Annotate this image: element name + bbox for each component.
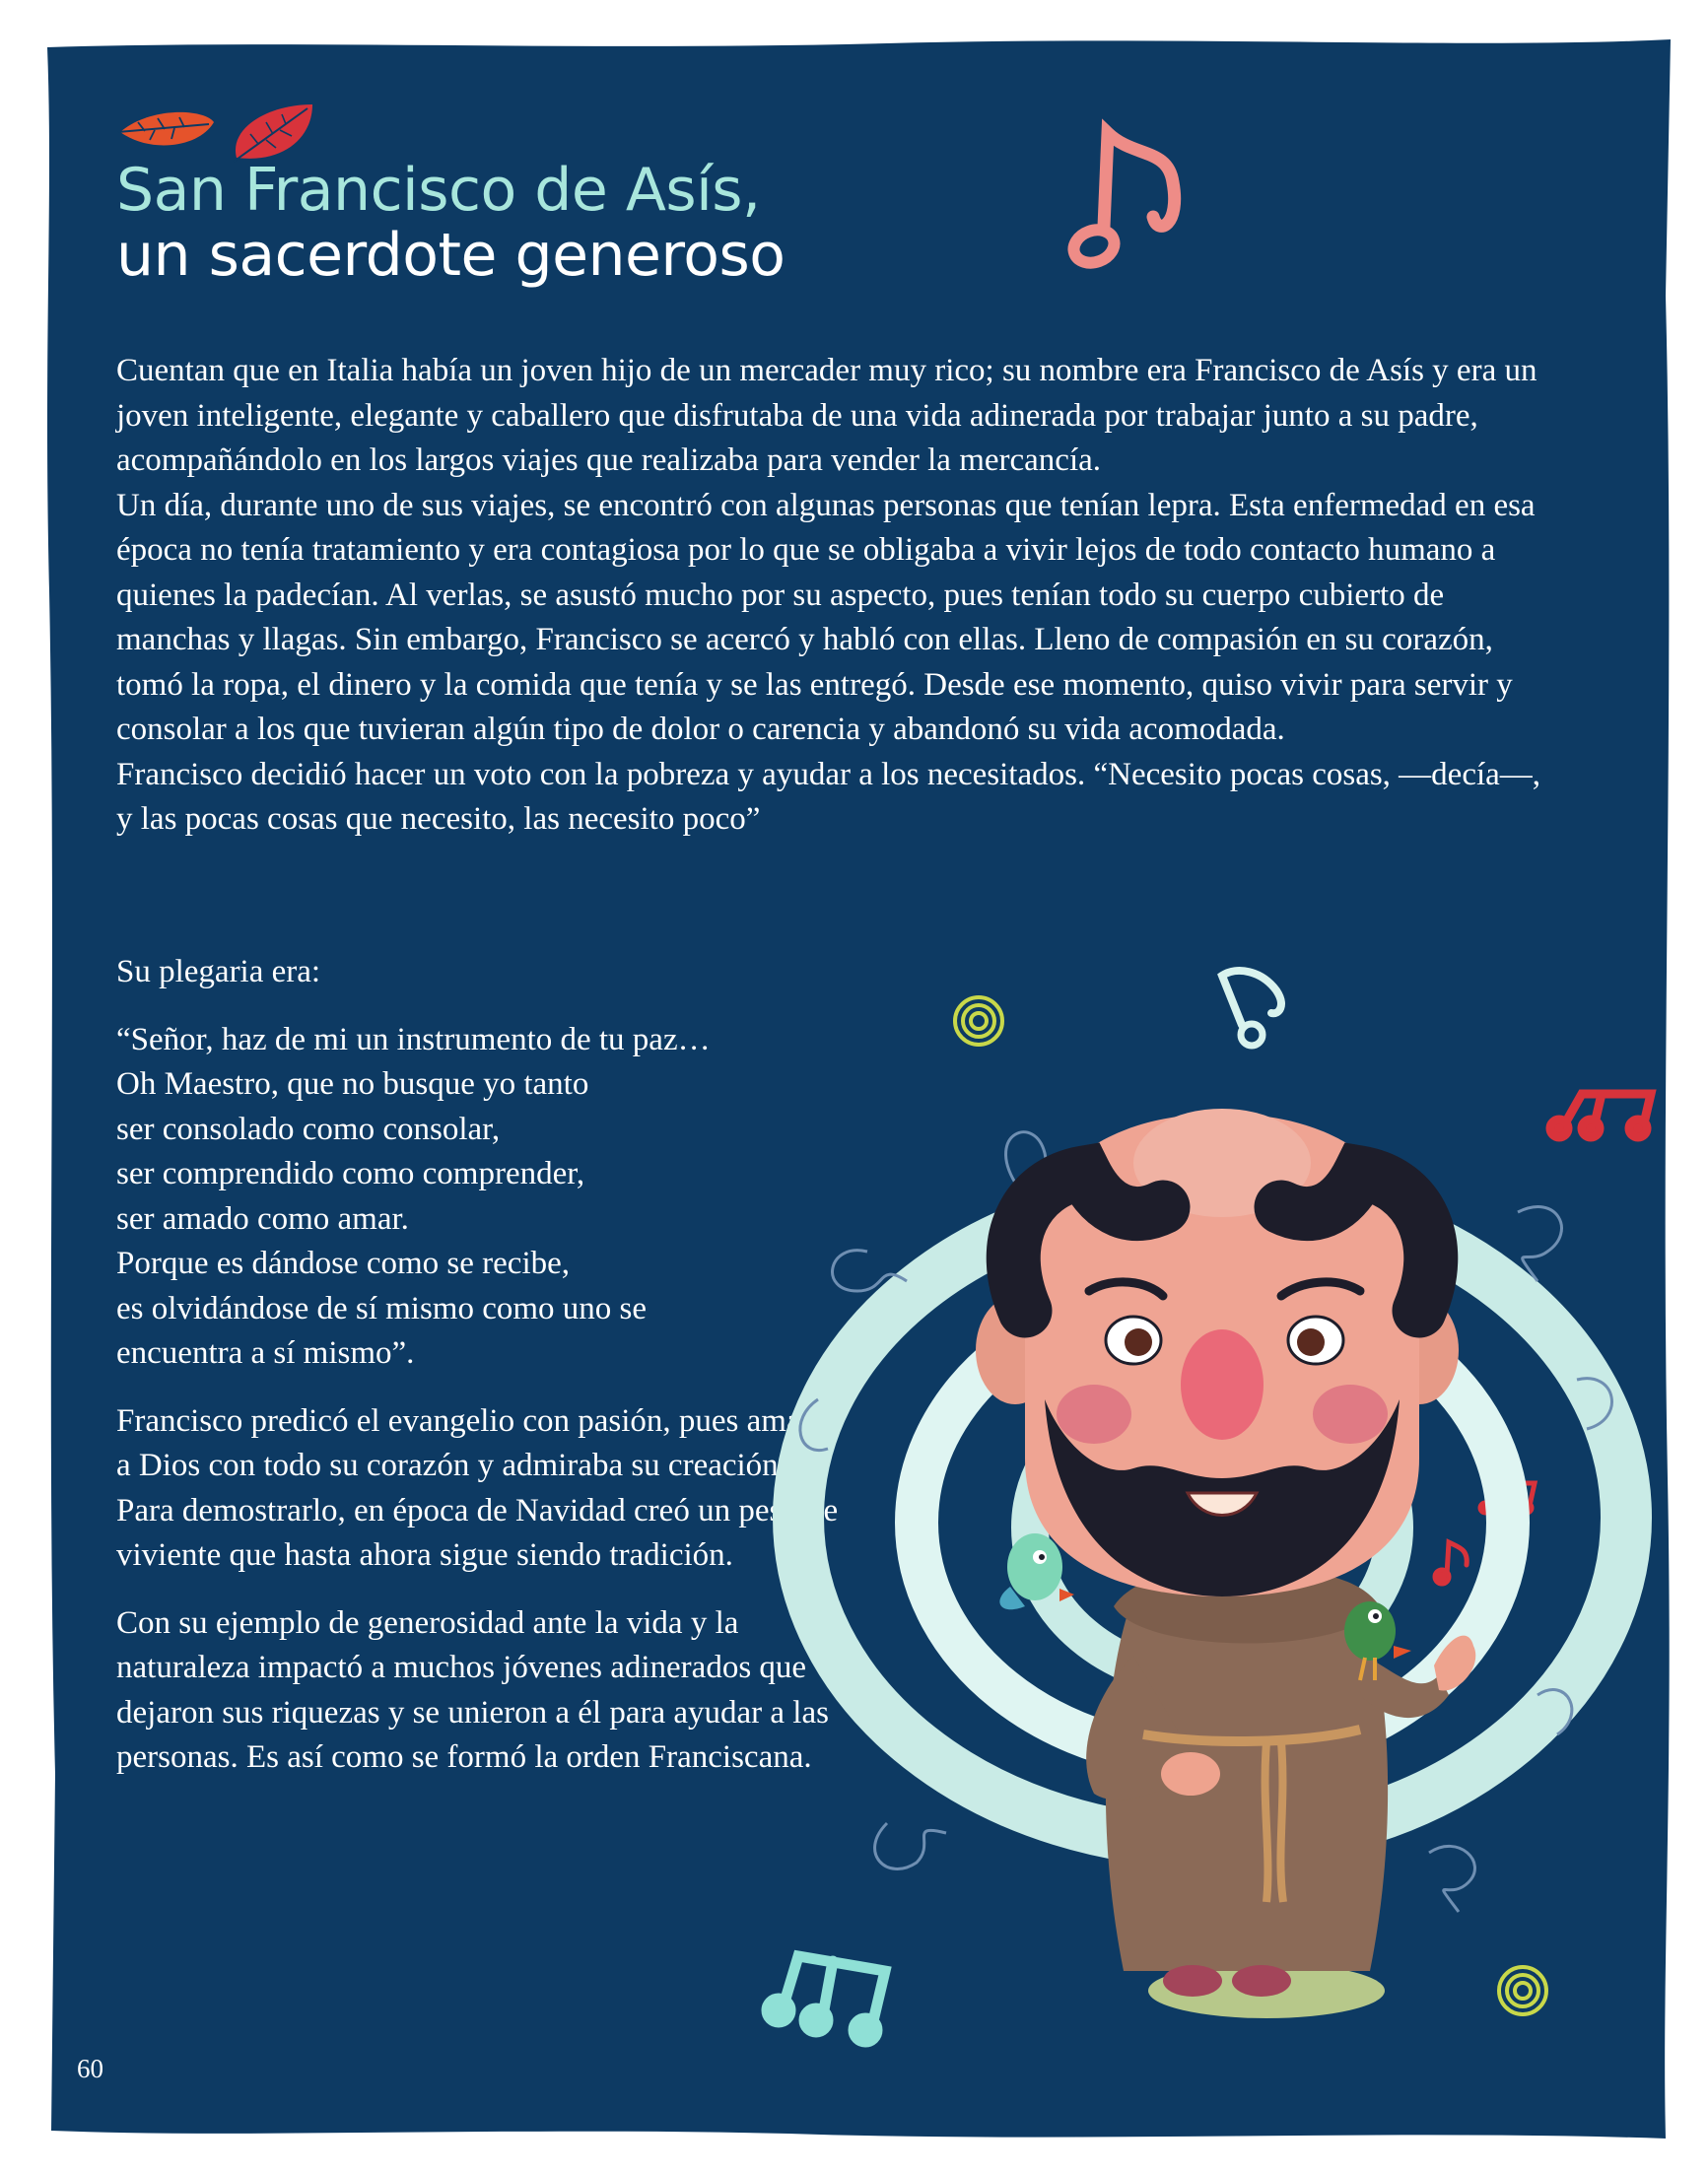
page-title [116,158,1003,288]
prayer-line: Porque es dándose como se recibe, [116,1246,571,1281]
page-number: 60 [77,2054,103,2083]
paragraph-vow: Francisco decidió hacer un voto con la pobreza y ayudar a los necesitados. “Necesito pocas cosas, —decía—, y las pocas cosas que necesito, las necesito poco” [116,756,1541,837]
paragraph-order: Con su ejemplo de generosidad ante la vida y la naturaleza impactó a muchos jóvenes adinerados que dejaron sus riquezas y se unieron a él para ayudar a las personas. Es así como se formó la orden Franciscana. [116,1604,829,1775]
intro-text [116,349,1555,843]
paragraph-preaching: Francisco predicó el evangelio con pasión, pues amaba a Dios con todo su corazón y admiraba su creación. Para demostrarlo, en época de Navidad creó un pesebre viviente que hasta ahora sigue siendo tradición. [116,1402,839,1573]
title-line-2: un sacerdote generoso [116,221,786,290]
leaf-icon [118,112,214,146]
prayer-line: encuentra a sí mismo”. [116,1335,415,1371]
prayer-line: ser comprendido como comprender, [116,1156,585,1191]
prayer-line: ser amado como amar. [116,1200,409,1237]
lower-column [116,950,846,1803]
prayer-line: Oh Maestro, que no busque yo tanto [116,1066,589,1102]
prayer-block [116,1018,846,1377]
prayer-line: ser consolado como consolar, [116,1111,501,1147]
paragraph-youth: Cuentan que en Italia había un joven hijo de un mercader muy rico; su nombre era Francisco de Asís y era un joven inteligente, elegante y caballero que disfrutaba de una vida adinerada por trabajar junto a su padre, acompañándolo en los largos viajes que realizaba para vender la mercancía. [116,353,1537,478]
leaf-icon [234,104,312,162]
prayer-intro: Su plegaria era: [116,954,321,989]
prayer-line: “Señor, haz de mi un instrumento de tu paz… [116,1021,711,1057]
title-line-1: San Francisco de Asís, [116,156,761,225]
paragraph-lepers: Un día, durante uno de sus viajes, se encontró con algunas personas que tenían lepra. Esta enfermedad en esa época no tenía tratamiento y era contagiosa por lo que se obligaba a vivir lejos de todo contacto humano a quienes la padecían. Al verlas, se asustó mucho por su aspecto, pues tenían todo su cuerpo cubierto de manchas y llagas. Sin embargo, Francisco se acercó y habló con ellas. Lleno de compasión en su corazón, tomó la ropa, el dinero y la comida que tenía y se las entregó. Desde ese momento, quiso vivir para servir y consolar a los que tuvieran algún tipo de dolor o carencia y abandonó su vida acomodada. [116,487,1536,747]
prayer-line: es olvidándose de sí mismo como uno se [116,1290,648,1326]
